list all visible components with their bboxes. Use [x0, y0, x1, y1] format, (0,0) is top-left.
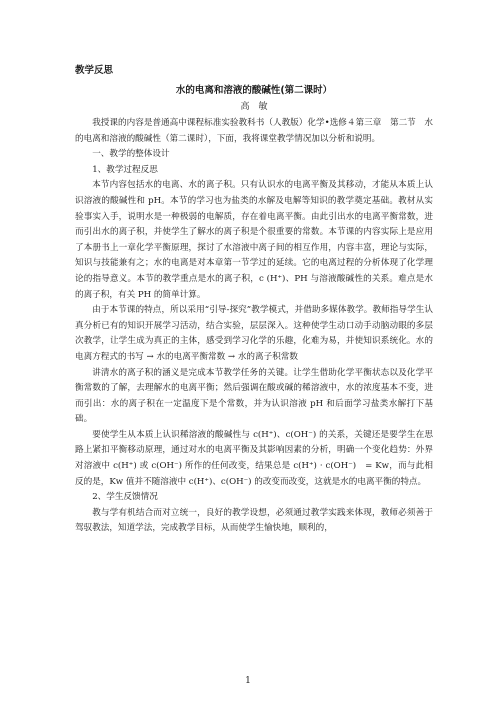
document-body: [75, 62, 433, 537]
paragraph-content: 本节内容包括水的电离、水的离子积。只有认识水的电离平衡及其移动，才能从本质上认识溶液的酸碱性和 pH。本节的学习也为盐类的水解及电解等知识的教学奠定基础。教材从实验事实入手，说明水是一种极弱的电解质，存在着电离平衡。由此引出水的电离平衡常数，进而引出水的离子积，并使学生了解水的离子积是个很重要的常数。本节课的内容实际上是应用了本册书上一章化学平衡原理，探讨了水溶液中离子间的相互作用，内容丰富，理论与实际，知识与技能兼有之；水的电离是对本章第一节学过的延续。它的电离过程的分析体现了化学理论的指导意义。本节的教学重点是水的离子积，c (H⁺)、PH 与溶液酸碱性的关系。难点是水的离子积，有关 PH 的简单计算。: [75, 180, 433, 300]
document-title: 水的电离和溶液的酸碱性(第二课时）: [175, 85, 333, 96]
section-heading: 一、教学的整体设计: [92, 149, 170, 160]
paragraph-intro: 我授课的内容是普通高中课程标准实验教科书（人教版）化学•选修４第三章 第二节 水的电离和溶液的酸碱性（第二课时），下面，我将课堂教学情况加以分析和说明。: [75, 118, 433, 144]
paragraph-key-point: 讲清水的离子积的涵义是完成本节教学任务的关键。让学生借助化学平衡状态以及化学平衡常数的了解，去理解水的电离平衡；然后强调在酸或碱的稀溶液中，水的浓度基本不变，进而引出：水的离子积在一定温度下是个常数，并为认识溶液 pH 和后面学习盐类水解打下基础。: [75, 367, 433, 425]
subsection-heading: 1、教学过程反思: [92, 164, 158, 175]
paragraph-feedback: 教与学有机结合而对立统一，良好的教学设想，必须通过教学实践来体现，教师必须善于驾驭教法，知道学法，完成教学目标，从而使学生愉快地，顺利的，: [75, 507, 433, 534]
subsection-heading: 2、学生反馈情况: [92, 492, 158, 503]
paragraph-equilibrium: 要使学生从本质上认识稀溶液的酸碱性与 c(H⁺)、c(OH⁻) 的关系，关键还是要学生在思路上紧扣平衡移动原理，通过对水的电离平衡及其影响因素的分析，明确一个变化趋势：外界对溶液中 c(H⁺) 或 c(OH⁻) 所作的任何改变，结果总是 c(H⁺) · c(OH⁻) = Kw，而与此相反的是，Kw 值并不随溶液中 c(H⁺)、c(OH⁻) 的改变而改变，这就是水的电离平衡的特点。: [75, 429, 433, 487]
author-name: 高 敏: [240, 102, 268, 112]
page-number: 1: [245, 676, 251, 686]
paragraph-method: 由于本节课的特点，所以采用“引导-探究”教学模式，并借助多媒体教学。教师指导学生认真分析已有的知识开展学习活动，结合实验，层层深入。这种使学生动口动手动脑动眼的多层次教学，让学生成为真正的主体，感受到学习化学的乐趣，化难为易，并使知识系统化。水的电离方程式的书写 → 水的电离平衡常数 → 水的离子积常数: [75, 305, 433, 362]
section-label: 教学反思: [75, 65, 114, 76]
